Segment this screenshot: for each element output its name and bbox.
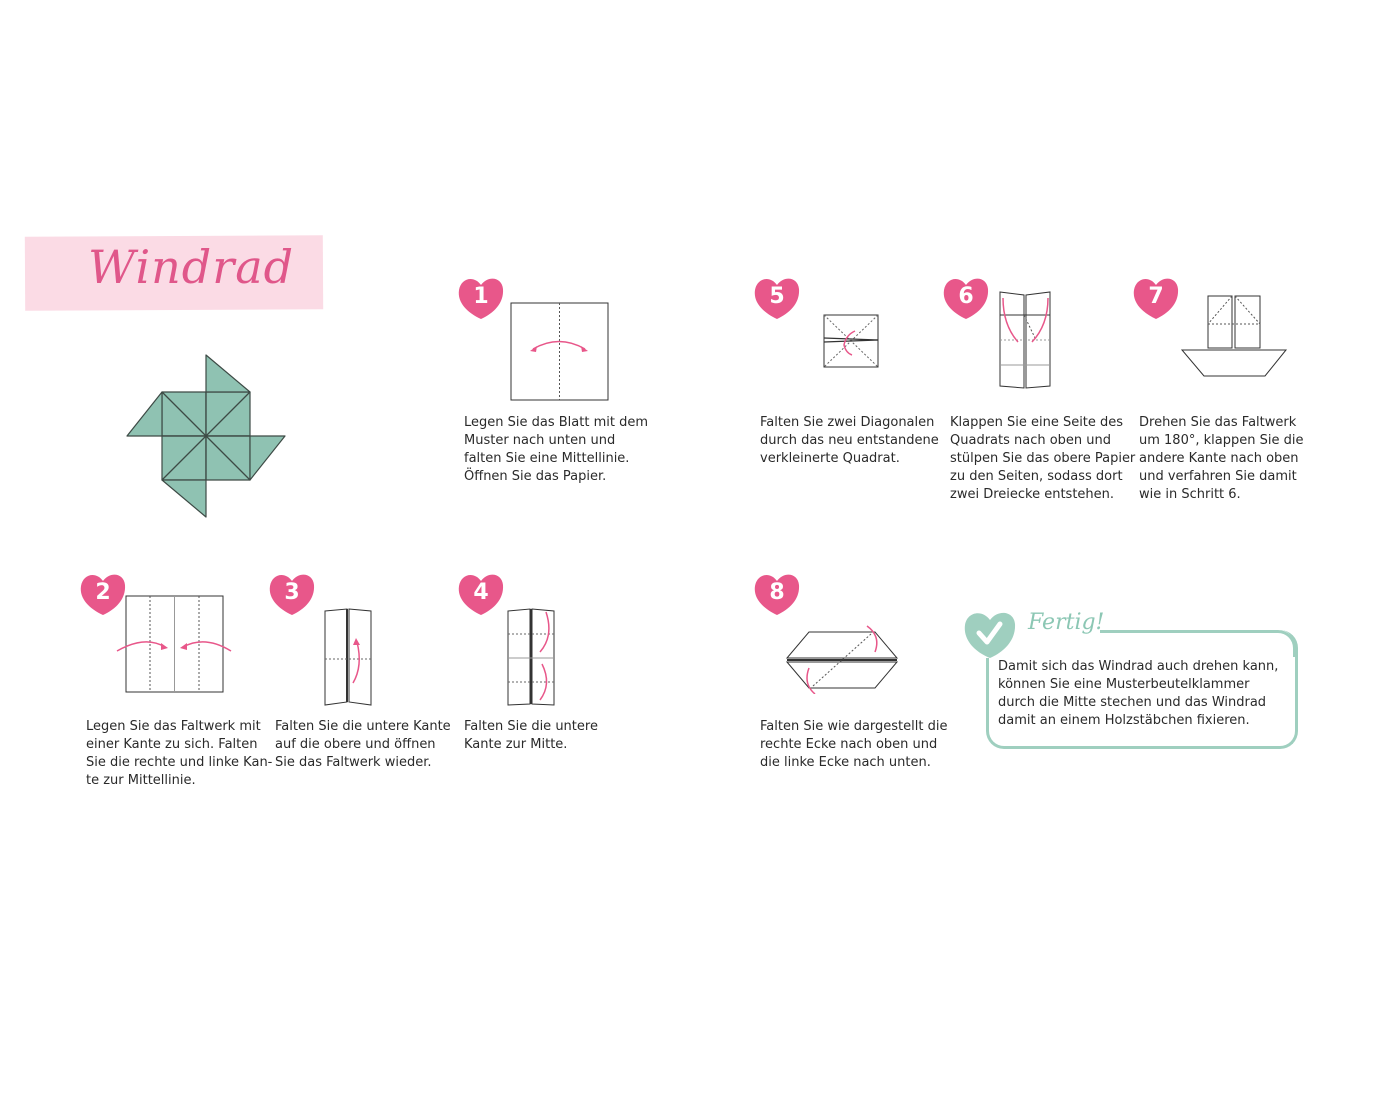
step-5-diagram: [822, 313, 882, 369]
step-3-badge: [267, 569, 317, 617]
step-5-text: Falten Sie zwei Diagonalen durch das neu entstandene verkleinerte Quadrat.: [760, 415, 939, 466]
page-title: Windrad: [88, 240, 295, 294]
step-4-badge: [456, 569, 506, 617]
step-5-badge: [752, 273, 802, 321]
step-3-diagram: [323, 608, 375, 708]
step-number: 7: [1148, 283, 1164, 309]
pinwheel-icon: [120, 345, 300, 525]
step-3-text: Falten Sie die untere Kante auf die obere und öffnen Sie das Faltwerk wieder.: [275, 719, 451, 770]
step-7-diagram: [1180, 294, 1290, 379]
step-1-diagram: [510, 302, 610, 402]
step-6-text: Klappen Sie eine Seite des Quadrats nach oben und stülpen Sie das obere Papier zu den Seiten, sodass dort zwei Dreiecke entstehen.: [950, 415, 1136, 502]
step-2-diagram: [115, 595, 233, 695]
step-4-text: Falten Sie die untere Kante zur Mitte.: [464, 719, 598, 752]
step-7-text: Drehen Sie das Faltwerk um 180°, klappen Sie die andere Kante nach oben und verfahren Sie damit wie in Schritt 6.: [1139, 415, 1304, 502]
step-number: 8: [769, 579, 785, 605]
step-8-badge: [752, 569, 802, 617]
step-8-diagram: [783, 622, 903, 694]
step-6-badge: [941, 273, 991, 321]
step-1-badge: [456, 273, 506, 321]
fertig-divider: [1100, 630, 1276, 633]
step-4-diagram: [506, 608, 558, 708]
step-number: 3: [284, 579, 300, 605]
step-2-text: Legen Sie das Faltwerk mit einer Kante zu sich. Falten Sie die rechte und linke Kan- te zur Mittellinie.: [86, 719, 273, 788]
step-1-text: Legen Sie das Blatt mit dem Muster nach unten und falten Sie eine Mittellinie. Öffnen Sie das Papier.: [464, 415, 648, 484]
checkmark-heart-icon: [962, 606, 1018, 660]
fertig-text: Damit sich das Windrad auch drehen kann, können Sie eine Musterbeutelklammer durch die Mitte stechen und das Windrad damit an einem Holzstäbchen fixieren.: [998, 659, 1279, 728]
step-8-text: Falten Sie wie dargestellt die rechte Ecke nach oben und die linke Ecke nach unten.: [760, 719, 948, 770]
step-7-badge: [1131, 273, 1181, 321]
fertig-label: Fertig!: [1028, 610, 1105, 635]
step-number: 1: [473, 283, 489, 309]
step-6-diagram: [998, 290, 1054, 390]
step-number: 4: [473, 579, 489, 605]
step-number: 6: [958, 283, 974, 309]
step-number: 5: [769, 283, 785, 309]
step-number: 2: [95, 579, 111, 605]
